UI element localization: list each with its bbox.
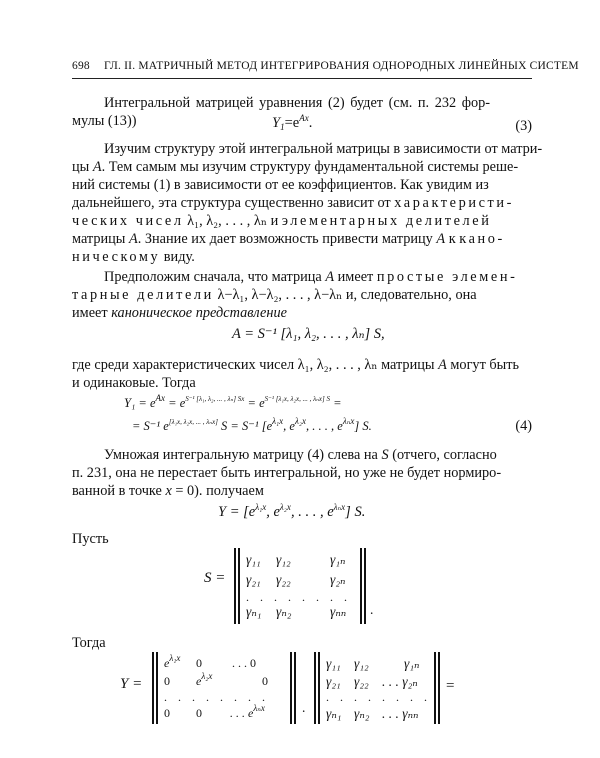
matrix-s-bar-left-1 (234, 548, 236, 624)
para2-line3: ний системы (1) в зависимости от ее коэффициентов. Как увидим из (72, 177, 489, 193)
gamma-cell: . . . γₙₙ (382, 706, 419, 721)
equation-y: $Y = [e^{\lambda_1x}$, $e^{\lambda_2x}$, . . . , $e^{\lambda_nx}$] S. (218, 502, 366, 520)
matrix-s-lhs: S = (204, 570, 226, 586)
diag-cell: 0 (196, 656, 202, 670)
para3-line1: Предположим сначала, что матрица A имеет простые элемен- (104, 269, 518, 285)
diag-bar-left-1 (152, 652, 154, 724)
para2-line1: Изучим структуру этой интегральной матрицы в зависимости от матри- (104, 141, 543, 157)
para1-line1: Интегральной матрицей уравнения (2) будет (см. п. 232 фор- (104, 95, 491, 111)
diag-cell: 0 (196, 706, 202, 720)
diag-bar-left-2 (156, 652, 158, 724)
gamma-bar-left-2 (318, 652, 320, 724)
product-lhs: Y = (120, 676, 143, 692)
diag-cell: . . . 0 (232, 656, 256, 670)
gamma-bar-right-2 (438, 652, 440, 724)
matrix-s-cell: γₙₙ (330, 604, 347, 619)
matrix-s-bar-right-1 (360, 548, 362, 624)
matrix-s-cell: γ₁₁ (246, 552, 261, 567)
gamma-cell: γ₁ₙ (404, 656, 420, 671)
para5-line1: Умножая интегральную матрицу (4) слева на S (отчего, согласно (104, 447, 497, 463)
gamma-cell: γₙ₁ (326, 706, 342, 721)
matrix-s-cell: γ₂₂ (276, 572, 291, 587)
matrix-s-bar-left-2 (238, 548, 240, 624)
para5-line2: п. 231, она не перестает быть интегральной, но уже не будет нормиро- (72, 465, 502, 481)
diag-dots: . . . . . . . . (164, 690, 269, 704)
para2-line2: цы A. Тем самым мы изучим структуру фундаментальной системы реше- (72, 159, 519, 175)
then-word: Тогда (72, 635, 106, 651)
diag-cell: 0 (262, 674, 268, 688)
gamma-cell: γ₁₂ (354, 656, 369, 671)
diag-bar-right-2 (294, 652, 296, 724)
diag-cell: . . . $e^{\lambda_nx}$ (230, 703, 265, 720)
para2-line6: матрицы A. Знание их дает возможность привести матрицу A к кано- (72, 231, 505, 247)
para2-line4: дальнейшего, эта структура существенно зависит от характеристи- (72, 195, 515, 211)
matrix-s-cell: γₙ₂ (276, 604, 292, 619)
para2-line5: ческих чисел λ₁, λ₂, . . . , λₙ и элементарных делителей (72, 213, 492, 229)
para4-line2: и одинаковые. Тогда (72, 375, 196, 391)
matrix-s-cell: γ₂₁ (246, 572, 261, 587)
matrix-s-bar-right-2 (364, 548, 366, 624)
matrix-s-cell: γₙ₁ (246, 604, 262, 619)
equation-3: $Y_1=e^{Ax}$. (272, 113, 313, 132)
diag-cell: $e^{\lambda_2x}$ (196, 671, 213, 688)
gamma-dots: . . . . . . . . (326, 690, 431, 704)
product-dot: . (302, 700, 306, 715)
matrix-s-cell: γ₂ₙ (330, 572, 346, 587)
diag-cell: $e^{\lambda_1x}$ (164, 653, 181, 670)
product-equals: = (446, 678, 455, 694)
equation-4-line2: = S⁻¹ e[λ₁x, λ₂x, ... , λₙx] S = S⁻¹ [$e^{\lambda_1x}$, $e^{\lambda_2x}$, . . . , $e^{\lambda_nx}$] S. (132, 416, 372, 433)
para4-line1: где среди характеристических чисел λ₁, λ₂, . . . , λₙ матрицы A могут быть (72, 357, 520, 373)
equation-4-line1: $Y_1 = e^{Ax} = e^{S^{-1} [\lambda_1, \lambda_2, ... , \lambda_n] Sx} = e^{S^{-1} [\lambda_1x, \lambda_2x, ... , \lambda_nx] S}$ = (124, 393, 342, 410)
equation-number-3: (3) (515, 118, 532, 134)
para2-line7: ническому виду. (72, 249, 195, 265)
para3-line2: тарные делители λ−λ₁, λ−λ₂, . . . , λ−λₙ и, следовательно, она (72, 287, 477, 303)
gamma-cell: γ₁₁ (326, 656, 341, 671)
equation-number-4: (4) (515, 418, 532, 434)
diag-cell: 0 (164, 706, 170, 720)
matrix-s-cell: γ₁₂ (276, 552, 291, 567)
matrix-s-period: . (370, 602, 374, 617)
page-number: 698 (72, 60, 90, 72)
gamma-bar-right-1 (434, 652, 436, 724)
diag-cell: 0 (164, 674, 170, 688)
gamma-cell: γ₂₁ (326, 674, 341, 689)
para5-line3: ванной в точке x = 0). получаем (72, 483, 264, 499)
canonical-representation: A = S⁻¹ [λ₁, λ₂, . . . , λₙ] S, (232, 326, 385, 342)
gamma-bar-left-1 (314, 652, 316, 724)
gamma-cell: γ₂₂ (354, 674, 369, 689)
gamma-cell: γₙ₂ (354, 706, 370, 721)
matrix-s-cell: γ₁ₙ (330, 552, 346, 567)
diag-bar-right-1 (290, 652, 292, 724)
para3-line3: имеет каноническое представление (72, 305, 287, 321)
matrix-s-dots: . . . . . . . . (246, 590, 351, 604)
gamma-cell: . . . γ₂ₙ (382, 674, 418, 689)
let-word: Пусть (72, 531, 109, 547)
running-header (72, 56, 579, 79)
running-title: ГЛ. II. МАТРИЧНЫЙ МЕТОД ИНТЕГРИРОВАНИЯ ОДНОРОДНЫХ ЛИНЕЙНЫХ СИСТЕМ (104, 60, 579, 72)
para1-line2: мулы (13)) (72, 113, 137, 129)
